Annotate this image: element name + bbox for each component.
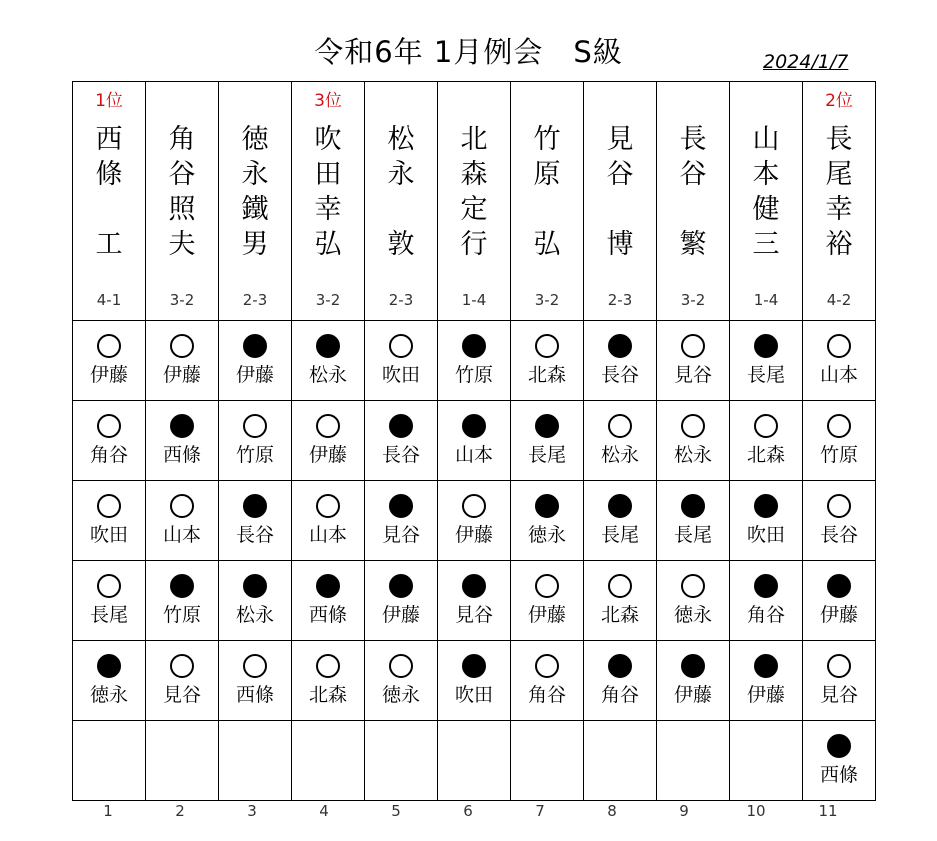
round-row: [73, 641, 876, 721]
win-circle-icon: [389, 654, 413, 678]
game-cell: [511, 561, 584, 641]
column-number: 2: [175, 802, 185, 820]
game-cell: [365, 561, 438, 641]
player-name-char: 山: [752, 124, 780, 155]
game-cell: [803, 561, 876, 641]
player-name-char: 谷: [168, 159, 196, 190]
loss-circle-icon: [316, 574, 340, 598]
opponent-name: 角谷: [89, 444, 128, 466]
opponent-name: 北森: [527, 364, 566, 386]
game-cell: [365, 401, 438, 481]
loss-circle-icon: [97, 654, 121, 678]
player-name-char: 博: [606, 229, 634, 260]
player-name-char: 吹: [314, 124, 342, 155]
player-name-char: 長: [825, 124, 853, 155]
loss-circle-icon: [462, 414, 486, 438]
game-cell: [511, 721, 584, 801]
column-number: 6: [463, 802, 473, 820]
opponent-name: 松永: [235, 604, 274, 626]
player-name-char: 幸: [825, 194, 853, 225]
column-number: 1: [103, 802, 113, 820]
game-cell: [73, 481, 146, 561]
player-name: [803, 122, 875, 262]
game-cell: [511, 401, 584, 481]
game-cell: [657, 721, 730, 801]
loss-circle-icon: [754, 654, 778, 678]
game-cell: [584, 481, 657, 561]
opponent-name: 長谷: [235, 524, 274, 546]
game-cell: [584, 321, 657, 401]
player-name-char: 男: [241, 229, 269, 260]
opponent-name: 松永: [673, 444, 712, 466]
rank-label: [730, 90, 802, 112]
opponent-name: 竹原: [454, 364, 493, 386]
player-name-char: 森: [460, 159, 488, 190]
game-cell: [292, 321, 365, 401]
game-cell: [365, 641, 438, 721]
player-name-char: 裕: [825, 229, 853, 260]
opponent-name: 吹田: [454, 684, 493, 706]
loss-circle-icon: [754, 334, 778, 358]
event-date: 2024/1/7: [763, 51, 849, 73]
player-name-char: 谷: [606, 159, 634, 190]
win-circle-icon: [827, 414, 851, 438]
rank-label: [438, 90, 510, 112]
win-loss-record: 1-4: [461, 291, 487, 309]
game-cell: [657, 561, 730, 641]
game-cell: [803, 481, 876, 561]
game-cell: [219, 641, 292, 721]
win-circle-icon: [97, 334, 121, 358]
column-number: 9: [679, 802, 689, 820]
win-circle-icon: [681, 334, 705, 358]
win-loss-record: 3-2: [534, 291, 560, 309]
win-circle-icon: [97, 414, 121, 438]
player-name-char: 永: [387, 159, 415, 190]
win-loss-record: 2-3: [242, 291, 268, 309]
game-cell: [438, 321, 511, 401]
opponent-name: 山本: [454, 444, 493, 466]
loss-circle-icon: [462, 574, 486, 598]
column-number: 4: [319, 802, 329, 820]
game-cell: [657, 481, 730, 561]
rank-label: [219, 90, 291, 112]
opponent-name: 角谷: [600, 684, 639, 706]
game-cell: [365, 321, 438, 401]
game-cell: [730, 721, 803, 801]
rank-label: 2位: [825, 91, 853, 111]
opponent-name: 長尾: [527, 444, 566, 466]
player-name: [657, 122, 729, 262]
win-circle-icon: [316, 654, 340, 678]
opponent-name: 徳永: [527, 524, 566, 546]
game-cell: [219, 401, 292, 481]
rank-label: [146, 90, 218, 112]
opponent-name: 山本: [819, 364, 858, 386]
game-cell: [73, 321, 146, 401]
opponent-name: 西條: [308, 604, 347, 626]
opponent-name: 吹田: [89, 524, 128, 546]
win-circle-icon: [170, 334, 194, 358]
game-cell: [730, 321, 803, 401]
player-name-char: 繁: [679, 229, 707, 260]
rank-label: [657, 90, 729, 112]
player-name-char: 本: [752, 159, 780, 190]
loss-circle-icon: [462, 334, 486, 358]
player-header-cell: [365, 82, 438, 321]
opponent-name: 伊藤: [162, 364, 201, 386]
game-cell: [146, 561, 219, 641]
opponent-name: 長尾: [673, 524, 712, 546]
opponent-name: 伊藤: [381, 604, 420, 626]
opponent-name: 伊藤: [527, 604, 566, 626]
opponent-name: 北森: [746, 444, 785, 466]
opponent-name: 西條: [162, 444, 201, 466]
player-name-char: 尾: [825, 159, 853, 190]
game-cell: [438, 481, 511, 561]
win-circle-icon: [316, 494, 340, 518]
player-header-cell: [438, 82, 511, 321]
loss-circle-icon: [389, 494, 413, 518]
loss-circle-icon: [243, 334, 267, 358]
opponent-name: 徳永: [673, 604, 712, 626]
game-cell: [292, 561, 365, 641]
round-row: [73, 721, 876, 801]
game-cell: [73, 561, 146, 641]
game-cell: [438, 401, 511, 481]
opponent-name: 伊藤: [454, 524, 493, 546]
opponent-name: 長尾: [600, 524, 639, 546]
opponent-name: 見谷: [454, 604, 493, 626]
opponent-name: 徳永: [381, 684, 420, 706]
player-name-char: 工: [95, 229, 123, 260]
game-cell: [219, 321, 292, 401]
column-number: 5: [391, 802, 401, 820]
loss-circle-icon: [608, 654, 632, 678]
column-numbers: [72, 802, 865, 820]
player-header-cell: [73, 82, 146, 321]
game-cell: [292, 401, 365, 481]
column-number: 11: [818, 802, 838, 820]
opponent-name: 長尾: [89, 604, 128, 626]
game-cell: [146, 721, 219, 801]
opponent-name: 吹田: [381, 364, 420, 386]
player-header-cell: [657, 82, 730, 321]
win-circle-icon: [754, 414, 778, 438]
opponent-name: 長谷: [600, 364, 639, 386]
game-cell: [146, 321, 219, 401]
opponent-name: 伊藤: [308, 444, 347, 466]
game-cell: [511, 321, 584, 401]
player-name: [584, 122, 656, 262]
win-circle-icon: [827, 494, 851, 518]
win-circle-icon: [462, 494, 486, 518]
game-cell: [584, 641, 657, 721]
game-cell: [365, 721, 438, 801]
win-circle-icon: [827, 334, 851, 358]
game-cell: [803, 321, 876, 401]
player-header-cell: [730, 82, 803, 321]
win-circle-icon: [389, 334, 413, 358]
player-header-row: [73, 82, 876, 321]
game-cell: [438, 561, 511, 641]
opponent-name: 山本: [308, 524, 347, 546]
game-cell: [438, 641, 511, 721]
rank-label: 1位: [95, 91, 123, 111]
results-table: [72, 81, 876, 801]
loss-circle-icon: [681, 494, 705, 518]
loss-circle-icon: [754, 494, 778, 518]
win-circle-icon: [827, 654, 851, 678]
game-cell: [657, 401, 730, 481]
rank-label: [365, 90, 437, 112]
opponent-name: 北森: [308, 684, 347, 706]
player-name: [365, 122, 437, 262]
game-cell: [803, 401, 876, 481]
game-cell: [292, 721, 365, 801]
opponent-name: 竹原: [235, 444, 274, 466]
column-number: 3: [247, 802, 257, 820]
opponent-name: 竹原: [819, 444, 858, 466]
loss-circle-icon: [681, 654, 705, 678]
loss-circle-icon: [535, 494, 559, 518]
game-cell: [219, 481, 292, 561]
win-circle-icon: [535, 334, 559, 358]
loss-circle-icon: [389, 414, 413, 438]
round-row: [73, 561, 876, 641]
win-circle-icon: [97, 494, 121, 518]
game-cell: [365, 481, 438, 561]
win-circle-icon: [170, 494, 194, 518]
player-name-char: 竹: [533, 124, 561, 155]
win-circle-icon: [243, 414, 267, 438]
player-name-char: 田: [314, 159, 342, 190]
player-name-char: 夫: [168, 229, 196, 260]
player-name-char: 角: [168, 124, 196, 155]
player-name-char: 谷: [679, 159, 707, 190]
rank-label: [584, 90, 656, 112]
player-header-cell: [584, 82, 657, 321]
player-name: [146, 122, 218, 262]
page-title: 令和6年 1月例会 S級: [314, 35, 623, 69]
opponent-name: 見谷: [162, 684, 201, 706]
game-cell: [146, 641, 219, 721]
game-cell: [657, 321, 730, 401]
player-header-cell: [219, 82, 292, 321]
game-cell: [657, 641, 730, 721]
loss-circle-icon: [170, 574, 194, 598]
loss-circle-icon: [243, 494, 267, 518]
win-loss-record: 2-3: [607, 291, 633, 309]
game-cell: [730, 561, 803, 641]
win-loss-record: 4-1: [96, 291, 122, 309]
win-circle-icon: [608, 414, 632, 438]
column-number: 8: [607, 802, 617, 820]
round-row: [73, 401, 876, 481]
rank-label: 3位: [314, 91, 342, 111]
loss-circle-icon: [754, 574, 778, 598]
game-cell: [146, 481, 219, 561]
opponent-name: 松永: [600, 444, 639, 466]
player-header-cell: [292, 82, 365, 321]
player-name-char: 永: [241, 159, 269, 190]
player-header-cell: [803, 82, 876, 321]
game-cell: [511, 641, 584, 721]
player-name: [219, 122, 291, 262]
loss-circle-icon: [170, 414, 194, 438]
game-cell: [730, 401, 803, 481]
opponent-name: 見谷: [673, 364, 712, 386]
round-row: [73, 321, 876, 401]
player-header-cell: [146, 82, 219, 321]
player-name-char: 弘: [314, 229, 342, 260]
player-name: [292, 122, 364, 262]
win-loss-record: 4-2: [826, 291, 852, 309]
opponent-name: 伊藤: [746, 684, 785, 706]
opponent-name: 山本: [162, 524, 201, 546]
game-cell: [73, 721, 146, 801]
opponent-name: 長尾: [746, 364, 785, 386]
game-cell: [511, 481, 584, 561]
opponent-name: 伊藤: [235, 364, 274, 386]
opponent-name: 伊藤: [819, 604, 858, 626]
player-name-char: 條: [95, 159, 123, 190]
opponent-name: 松永: [308, 364, 347, 386]
game-cell: [292, 481, 365, 561]
loss-circle-icon: [608, 334, 632, 358]
player-name-char: 松: [387, 124, 415, 155]
game-cell: [584, 721, 657, 801]
player-name-char: 徳: [241, 124, 269, 155]
loss-circle-icon: [243, 574, 267, 598]
player-name-char: 敦: [387, 229, 415, 260]
game-cell: [438, 721, 511, 801]
opponent-name: 吹田: [746, 524, 785, 546]
player-name: [511, 122, 583, 262]
player-name-char: 鐵: [241, 194, 269, 225]
player-header-cell: [511, 82, 584, 321]
player-name: [730, 122, 802, 262]
opponent-name: 角谷: [746, 604, 785, 626]
opponent-name: 北森: [600, 604, 639, 626]
game-cell: [292, 641, 365, 721]
opponent-name: 角谷: [527, 684, 566, 706]
player-name-char: 幸: [314, 194, 342, 225]
opponent-name: 見谷: [819, 684, 858, 706]
opponent-name: 伊藤: [673, 684, 712, 706]
opponent-name: 伊藤: [89, 364, 128, 386]
game-cell: [730, 481, 803, 561]
opponent-name: 見谷: [381, 524, 420, 546]
win-circle-icon: [316, 414, 340, 438]
win-circle-icon: [243, 654, 267, 678]
game-cell: [803, 641, 876, 721]
loss-circle-icon: [535, 414, 559, 438]
win-loss-record: 3-2: [315, 291, 341, 309]
loss-circle-icon: [608, 494, 632, 518]
win-circle-icon: [681, 414, 705, 438]
game-cell: [219, 721, 292, 801]
win-loss-record: 2-3: [388, 291, 414, 309]
game-cell: [219, 561, 292, 641]
opponent-name: 竹原: [162, 604, 201, 626]
game-cell: [73, 641, 146, 721]
game-cell: [584, 401, 657, 481]
game-cell: [803, 721, 876, 801]
opponent-name: 長谷: [819, 524, 858, 546]
opponent-name: 長谷: [381, 444, 420, 466]
player-name-char: 定: [460, 194, 488, 225]
win-loss-record: 1-4: [753, 291, 779, 309]
opponent-name: 西條: [235, 684, 274, 706]
win-circle-icon: [97, 574, 121, 598]
player-name-char: 行: [460, 229, 488, 260]
win-circle-icon: [170, 654, 194, 678]
loss-circle-icon: [462, 654, 486, 678]
player-name: [438, 122, 510, 262]
win-loss-record: 3-2: [680, 291, 706, 309]
player-name-char: 見: [606, 124, 634, 155]
win-circle-icon: [535, 574, 559, 598]
game-cell: [73, 401, 146, 481]
game-cell: [730, 641, 803, 721]
player-name-char: 長: [679, 124, 707, 155]
player-name-char: 弘: [533, 229, 561, 260]
loss-circle-icon: [316, 334, 340, 358]
column-number: 10: [746, 802, 766, 820]
loss-circle-icon: [827, 574, 851, 598]
win-circle-icon: [608, 574, 632, 598]
game-cell: [146, 401, 219, 481]
player-name-char: 北: [460, 124, 488, 155]
player-name-char: 三: [752, 229, 780, 260]
player-name-char: 原: [533, 159, 561, 190]
player-name-char: 健: [752, 194, 780, 225]
opponent-name: 徳永: [89, 684, 128, 706]
win-loss-record: 3-2: [169, 291, 195, 309]
loss-circle-icon: [827, 734, 851, 758]
game-cell: [584, 561, 657, 641]
win-circle-icon: [535, 654, 559, 678]
column-number: 7: [535, 802, 545, 820]
loss-circle-icon: [389, 574, 413, 598]
rank-label: [511, 90, 583, 112]
win-circle-icon: [681, 574, 705, 598]
round-row: [73, 481, 876, 561]
player-name: [73, 122, 145, 262]
player-name-char: 照: [168, 194, 196, 225]
opponent-name: 西條: [819, 764, 858, 786]
player-name-char: 西: [95, 124, 123, 155]
